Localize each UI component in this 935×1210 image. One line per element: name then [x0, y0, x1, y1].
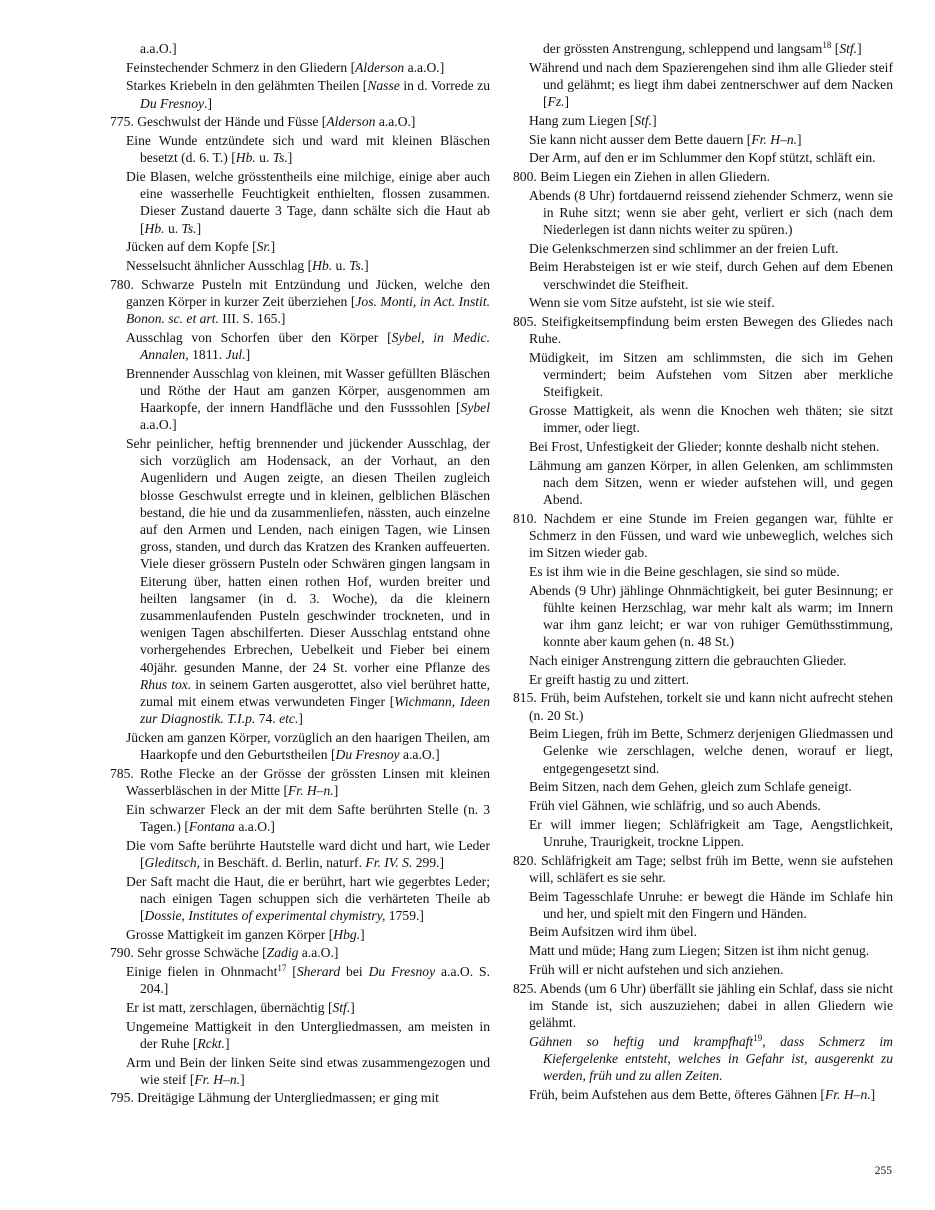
citation-text: Fontana	[188, 818, 235, 834]
symptom-entry	[110, 168, 490, 237]
entry-text: a.a.O.]	[234, 818, 275, 834]
entry-text: 810. Nachdem er eine Stunde im Freien gegangen war, fühlte er Schmerz in den Füssen, und ward wie unbeweglich, welches sich im Sitzen wieder gab.	[513, 510, 893, 561]
symptom-entry	[110, 837, 490, 871]
entry-text: a.a.O.]	[375, 114, 416, 130]
entry-text: ]	[240, 1071, 245, 1087]
entry-text: 74.	[255, 711, 280, 727]
citation-text: Hb.	[235, 150, 256, 166]
entry-text: 800. Beim Liegen ein Ziehen in allen Gliedern.	[513, 168, 771, 184]
numbered-symptom-entry	[513, 510, 893, 562]
citation-text: Fr. H–n.	[824, 1086, 871, 1102]
entry-text: Es ist ihm wie in die Beine geschlagen, sie sind so müde.	[529, 563, 840, 579]
numbered-symptom-entry	[513, 852, 893, 886]
entry-text: ]	[870, 1086, 876, 1102]
symptom-entry	[513, 725, 893, 777]
entry-text: Beim Liegen, früh im Bette, Schmerz derjenigen Gliedmassen und Gelenke wie zerschlagen, welche denen, worauf er liegt, entgegengesetzt sind.	[529, 726, 893, 776]
symptom-entry	[513, 563, 893, 580]
citation-text: Rhus tox.	[140, 676, 192, 692]
entry-text: Arm und Bein der linken Seite sind etwas zusammengezogen und wie steif [	[126, 1054, 490, 1087]
entry-text: Bei Frost, Unfestigkeit der Glieder; konnte deshalb nicht stehen.	[529, 438, 880, 454]
page-number: 255	[874, 1165, 892, 1177]
entry-text: Sehr peinlicher, heftig brennender und jückender Ausschlag, der sich vorzüglich am Hodensack, an der Vorhaut, an den Augenlidern und Augen zeigte, an diesen Theilen zugleich blosse Geschwulst erregte und in kleinen, gelblichen Bläschen bestand, die hie und da zusammenliefen, nässten, auch einzelne auf den Armen und Lenden, nach einigen Tagen, wie Linsen gross, standen, und durch das Kratzen des Kranken auffeuerten. Viele dieser grössern Pusteln oder Schwären gingen langsam in Eiterung über, hatten einen rothen Hof, wurden breiter und heilten langsamer (in d. 3. Woche), da die kleinern zusammenlaufenden Pusteln geschwinder trockneten, und in wenigen Tagen abschilferten. Dieser Ausschlag entstand ohne vorhergehendes Erbrechen, Uebelkeit und Fieber bei einem 40jähr. gesunden Manne, der 24 St. vorher eine Pflanze des	[126, 435, 490, 675]
entry-text: Der Arm, auf den er im Schlummer den Kopf stützt, schläft ein.	[529, 150, 876, 166]
entry-text: 805. Steifigkeitsempfindung beim ersten Bewegen des Gliedes nach Ruhe.	[513, 314, 893, 347]
symptom-entry	[513, 1033, 893, 1085]
symptom-entry	[513, 778, 893, 795]
entry-text: in seinem Garten ausgerottet, also viel berühret hatte, zumal mit einem etwas verwundeten Finger [	[140, 676, 490, 710]
citation-text: Alderson	[326, 114, 376, 130]
entry-text: 780. Schwarze Pusteln mit Entzündung und Jücken, welche den ganzen Körper in kurzer Zeit überziehen [	[110, 276, 490, 309]
entry-text: 815. Früh, beim Aufstehen, torkelt sie und kann nicht aufrecht stehen (n. 20 St.)	[513, 690, 893, 723]
entry-text: ]	[652, 112, 657, 128]
symptom-entry	[513, 961, 893, 978]
numbered-symptom-entry	[110, 1089, 490, 1106]
entry-text: Beim Herabsteigen ist er wie steif, durch Gehen auf dem Ebenen verschwindet die Steifheit.	[529, 259, 893, 292]
citation-text: Sybel	[460, 400, 490, 416]
entry-text: ]	[270, 239, 276, 255]
symptom-entry	[110, 132, 490, 166]
entry-text: Die Blasen, welche grösstentheils eine milchige, einige aber auch eine wasserhelle Feuchtigkeit enthielten, flossen zusammen. Dieser Zustand dauerte 3 Tage, dann schälte sich die Haut ab [	[126, 168, 490, 236]
symptom-entry	[513, 888, 893, 922]
symptom-entry	[513, 457, 893, 509]
entry-text: ]	[350, 999, 355, 1015]
citation-text: Fr. H–n.	[751, 131, 798, 147]
entry-text: .]	[204, 95, 212, 111]
entry-text: Feinstechender Schmerz in den Gliedern [	[126, 59, 356, 75]
symptom-entry	[110, 435, 490, 727]
entry-text: 795. Dreitägige Lähmung der Untergliedmassen; er ging mit	[110, 1090, 439, 1106]
symptom-entry	[110, 329, 490, 363]
entry-text: Ausschlag von Schorfen über den Körper [	[126, 329, 392, 345]
citation-text: Stf.	[332, 999, 351, 1015]
symptom-entry	[513, 652, 893, 669]
entry-text: Starkes Kriebeln in den gelähmten Theilen [	[126, 78, 368, 94]
citation-text: Fr. H–n.	[287, 783, 334, 799]
entry-text: Müdigkeit, im Sitzen am schlimmsten, die sich im Gehen vermindert; beim Aufstehen vom Sitzen aber merkliche Steifigkeit.	[529, 349, 893, 400]
entry-text: u.	[164, 220, 182, 236]
numbered-symptom-entry	[110, 944, 490, 961]
symptom-entry	[513, 187, 893, 239]
entry-text: ]	[333, 783, 339, 799]
citation-text: Nasse	[367, 78, 400, 94]
entry-text: III. S. 165.]	[218, 311, 286, 327]
symptom-entry	[513, 797, 893, 814]
entry-text: Abends (8 Uhr) fortdauernd reissend ziehender Schmerz, wenn sie in Ruhe sitzt; wenn sie aber geht, verliert er sich (nach dem Niederlegen ist dann nichts weiter zu spüren.)	[529, 187, 893, 238]
symptom-entry	[110, 77, 490, 111]
symptom-entry	[110, 873, 490, 925]
numbered-symptom-entry	[110, 113, 490, 130]
entry-text: Die Gelenkschmerzen sind schlimmer an der freien Luft.	[529, 240, 839, 256]
symptom-entry	[513, 582, 893, 651]
symptom-entry	[513, 240, 893, 257]
entry-text: a.a.O.]	[140, 41, 177, 56]
symptom-entry	[513, 816, 893, 850]
footnote-marker: 19	[753, 1032, 763, 1043]
entry-text: bei	[340, 964, 369, 980]
entry-text: Grosse Mattigkeit, als wenn die Knochen weh thäten; sie sitzt immer, oder liegt.	[529, 403, 893, 436]
entry-text: Der Saft macht die Haut, die er berührt, hart wie gegerbtes Leder; nach einigen Tagen schuppen sich die verhärteten Theile ab [	[126, 873, 490, 923]
symptom-entry	[513, 59, 893, 111]
numbered-symptom-entry	[513, 689, 893, 723]
entry-text: in Beschäft. d. Berlin, naturf.	[200, 854, 366, 870]
entry-text: a.a.O. S. 204.]	[140, 964, 491, 997]
symptom-entry	[513, 1086, 893, 1103]
entry-text: ]	[857, 41, 862, 56]
entry-text: [	[286, 964, 297, 980]
entry-text: in d. Vorrede zu	[399, 78, 490, 94]
entry-text: [	[831, 41, 840, 56]
entry-text: 790. Sehr grosse Schwäche [	[110, 945, 267, 961]
entry-text: ]	[360, 926, 365, 942]
left-column	[110, 40, 490, 1107]
citation-text: Hb.	[144, 220, 165, 236]
continued-text	[513, 40, 893, 57]
entry-text: Beim Aufsitzen wird ihm übel.	[529, 924, 698, 940]
entry-text: u.	[255, 150, 273, 166]
entry-text: a.a.O.]	[298, 945, 339, 961]
citation-text: Fr. IV. S.	[365, 854, 413, 870]
entry-text: ]	[564, 94, 570, 110]
citation-text: Gleditsch,	[144, 854, 201, 870]
entry-text: Früh will er nicht aufstehen und sich anziehen.	[529, 961, 784, 977]
footnote-marker: 17	[277, 963, 287, 974]
entry-text: Eine Wunde entzündete sich und ward mit kleinen Bläschen besetzt (d. 6. T.) [	[126, 133, 490, 166]
symptom-entry	[110, 1018, 490, 1052]
citation-text: Dossie, Institutes of experimental chymistry,	[144, 907, 386, 923]
entry-text: Nach einiger Anstrengung zittern die gebrauchten Glieder.	[529, 652, 847, 668]
symptom-entry	[513, 131, 893, 148]
citation-text: Ts.	[272, 150, 288, 166]
entry-text: Brennender Ausschlag von kleinen, mit Wasser gefüllten Bläschen und Röthe der Haut am ganzen Körper, ausgenommen am Haarkopfe, der innern Handfläche und den Fusssohlen [	[126, 365, 490, 416]
entry-text: a.a.O.]	[404, 59, 445, 75]
citation-text: Alderson	[355, 59, 405, 75]
entry-text: Früh, beim Aufstehen aus dem Bette, öfteres Gähnen [	[529, 1086, 825, 1102]
numbered-symptom-entry	[110, 276, 490, 328]
numbered-symptom-entry	[513, 313, 893, 347]
entry-text: Grosse Mattigkeit im ganzen Körper [	[126, 926, 334, 942]
footnote-marker: 18	[822, 40, 832, 50]
entry-text: Sie kann nicht ausser dem Bette dauern [	[529, 131, 752, 147]
entry-text: 825. Abends (um 6 Uhr) überfällt sie jähling ein Schlaf, dass sie nicht im Stande ist, sich auszuziehen; dabei in allen Gliedern wie gelähmt.	[513, 980, 893, 1030]
entry-text: 820. Schläfrigkeit am Tage; selbst früh im Bette, wenn sie aufstehen will, schläfert es sie sehr.	[513, 852, 893, 885]
citation-text: Du Fresnoy	[335, 747, 400, 763]
right-column	[513, 40, 893, 1103]
citation-text: Zadig	[266, 945, 299, 961]
symptom-entry	[513, 349, 893, 401]
symptom-entry	[513, 942, 893, 959]
citation-text: etc.	[279, 711, 299, 727]
symptom-entry	[513, 112, 893, 129]
symptom-entry	[110, 729, 490, 763]
entry-text: Matt und müde; Hang zum Liegen; Sitzen ist ihm nicht genug.	[529, 943, 870, 959]
citation-text: , dass Schmerz im Kiefergelenke entsteht, welches in Gefahr ist, ausgerenkt zu werden, früh und zu allen Zeiten.	[543, 1033, 894, 1084]
symptom-entry	[513, 438, 893, 455]
citation-text: Jos. Monti, in Act. Instit. Bonon. sc. et art.	[126, 293, 490, 327]
symptom-entry	[110, 1054, 490, 1088]
citation-text: Sybel, in Medic. Annalen,	[140, 329, 490, 362]
entry-text: ]	[287, 150, 293, 166]
citation-text: Du Fresnoy	[140, 95, 205, 111]
entry-text: Ein schwarzer Fleck an der mit dem Safte berührten Stelle (n. 3 Tagen.) [	[126, 801, 490, 834]
citation-text: Du Fresnoy	[368, 964, 436, 980]
numbered-symptom-entry	[513, 168, 893, 185]
symptom-entry	[110, 999, 490, 1016]
entry-text: Lähmung am ganzen Körper, in allen Gelenken, am schlimmsten nach dem Sitzen, wenn er wieder aufstehen will, und gegen Abend.	[529, 457, 893, 508]
symptom-entry	[110, 926, 490, 943]
entry-text: Während und nach dem Spazierengehen sind ihm alle Glieder steif und gelähmt; es liegt ihm dabei zentnerschwer auf dem Nacken [	[529, 59, 893, 110]
citation-text: Sherard	[296, 964, 341, 980]
entry-text: Ungemeine Mattigkeit in den Untergliedmassen, am meisten in der Ruhe [	[126, 1018, 490, 1051]
entry-text: Abends (9 Uhr) jählinge Ohnmächtigkeit, bei guter Besinnung; er fühlte keinen Herzschlag, war mehr kalt als warm; im Innern war ihm ganz leicht; er war von ruhiger Gemüthsstimmung, konnte aber kaum gehen (n. 48 St.)	[529, 582, 893, 650]
citation-text: Fz.	[547, 94, 565, 110]
numbered-symptom-entry	[110, 765, 490, 799]
entry-text: Jücken auf dem Kopfe [	[126, 239, 257, 255]
entry-text: u.	[332, 257, 350, 273]
entry-text: Beim Tagesschlafe Unruhe: er bewegt die Hände im Schlafe hin und her, und spielt mit den Fingern und Händen.	[529, 888, 893, 921]
citation-text: Wichmann, Ideen zur Diagnostik. T.I.p.	[140, 694, 490, 727]
citation-text: Sr.	[256, 239, 271, 255]
continued-text	[110, 40, 490, 57]
entry-text: ]	[196, 220, 202, 236]
citation-text: Hbg.	[333, 926, 361, 942]
numbered-symptom-entry	[513, 980, 893, 1032]
entry-text: Jücken am ganzen Körper, vorzüglich an den haarigen Theilen, am Haarkopfe und den Geburtstheilen [	[126, 729, 490, 763]
symptom-entry	[110, 365, 490, 434]
entry-text: ]	[364, 257, 369, 273]
citation-text: Jul.	[225, 346, 246, 362]
citation-text: Fr. H–n.	[194, 1071, 241, 1087]
entry-text: ]	[298, 711, 303, 727]
citation-text: Stf.	[839, 41, 858, 56]
symptom-entry	[110, 963, 490, 997]
citation-text: Stf.	[634, 112, 653, 128]
entry-text: ]	[245, 346, 251, 362]
entry-text: 785. Rothe Flecke an der Grösse der grössten Linsen mit kleinen Wasserbläschen in der Mitte [	[110, 765, 490, 799]
symptom-entry	[110, 257, 490, 274]
entry-text: a.a.O.]	[140, 417, 177, 433]
entry-text: 1759.]	[385, 907, 424, 923]
entry-text: Einige fielen in Ohnmacht	[126, 964, 278, 980]
entry-text: 1811.	[188, 346, 226, 362]
entry-text: 775. Geschwulst der Hände und Füsse [	[110, 114, 327, 130]
citation-text: Hb.	[312, 257, 333, 273]
citation-text: Ts.	[181, 220, 197, 236]
symptom-entry	[110, 801, 490, 835]
citation-text: Rckt.	[197, 1035, 225, 1051]
entry-text: Die vom Safte berührte Hautstelle ward dicht und hart, wie Leder [	[126, 837, 490, 870]
entry-text: Wenn sie vom Sitze aufsteht, ist sie wie steif.	[529, 295, 775, 311]
entry-text: der grössten Anstrengung, schleppend und langsam	[543, 41, 823, 56]
citation-text: Ts.	[349, 257, 365, 273]
entry-text: Beim Sitzen, nach dem Gehen, gleich zum Schlafe geneigt.	[529, 779, 852, 795]
symptom-entry	[513, 294, 893, 311]
entry-text: Früh viel Gähnen, wie schläfrig, und so auch Abends.	[529, 798, 821, 814]
symptom-entry	[513, 149, 893, 166]
symptom-entry	[513, 923, 893, 940]
symptom-entry	[513, 258, 893, 292]
symptom-entry	[513, 671, 893, 688]
symptom-entry	[513, 402, 893, 436]
entry-text: ]	[797, 131, 802, 147]
entry-text: Hang zum Liegen [	[529, 112, 635, 128]
symptom-entry	[110, 59, 490, 76]
entry-text: Nesselsucht ähnlicher Ausschlag [	[126, 257, 313, 273]
entry-text: Er greift hastig zu und zittert.	[529, 671, 690, 687]
entry-text: Er will immer liegen; Schläfrigkeit am Tage, Aengstlichkeit, Unruhe, Traurigkeit, trockne Lippen.	[529, 816, 893, 849]
entry-text: a.a.O.]	[399, 747, 440, 763]
entry-text: 299.]	[412, 854, 445, 870]
entry-text: Er ist matt, zerschlagen, übernächtig [	[126, 999, 333, 1015]
symptom-entry	[110, 238, 490, 255]
citation-text: Gähnen so heftig und krampfhaft	[529, 1033, 754, 1049]
entry-text: ]	[224, 1035, 230, 1051]
